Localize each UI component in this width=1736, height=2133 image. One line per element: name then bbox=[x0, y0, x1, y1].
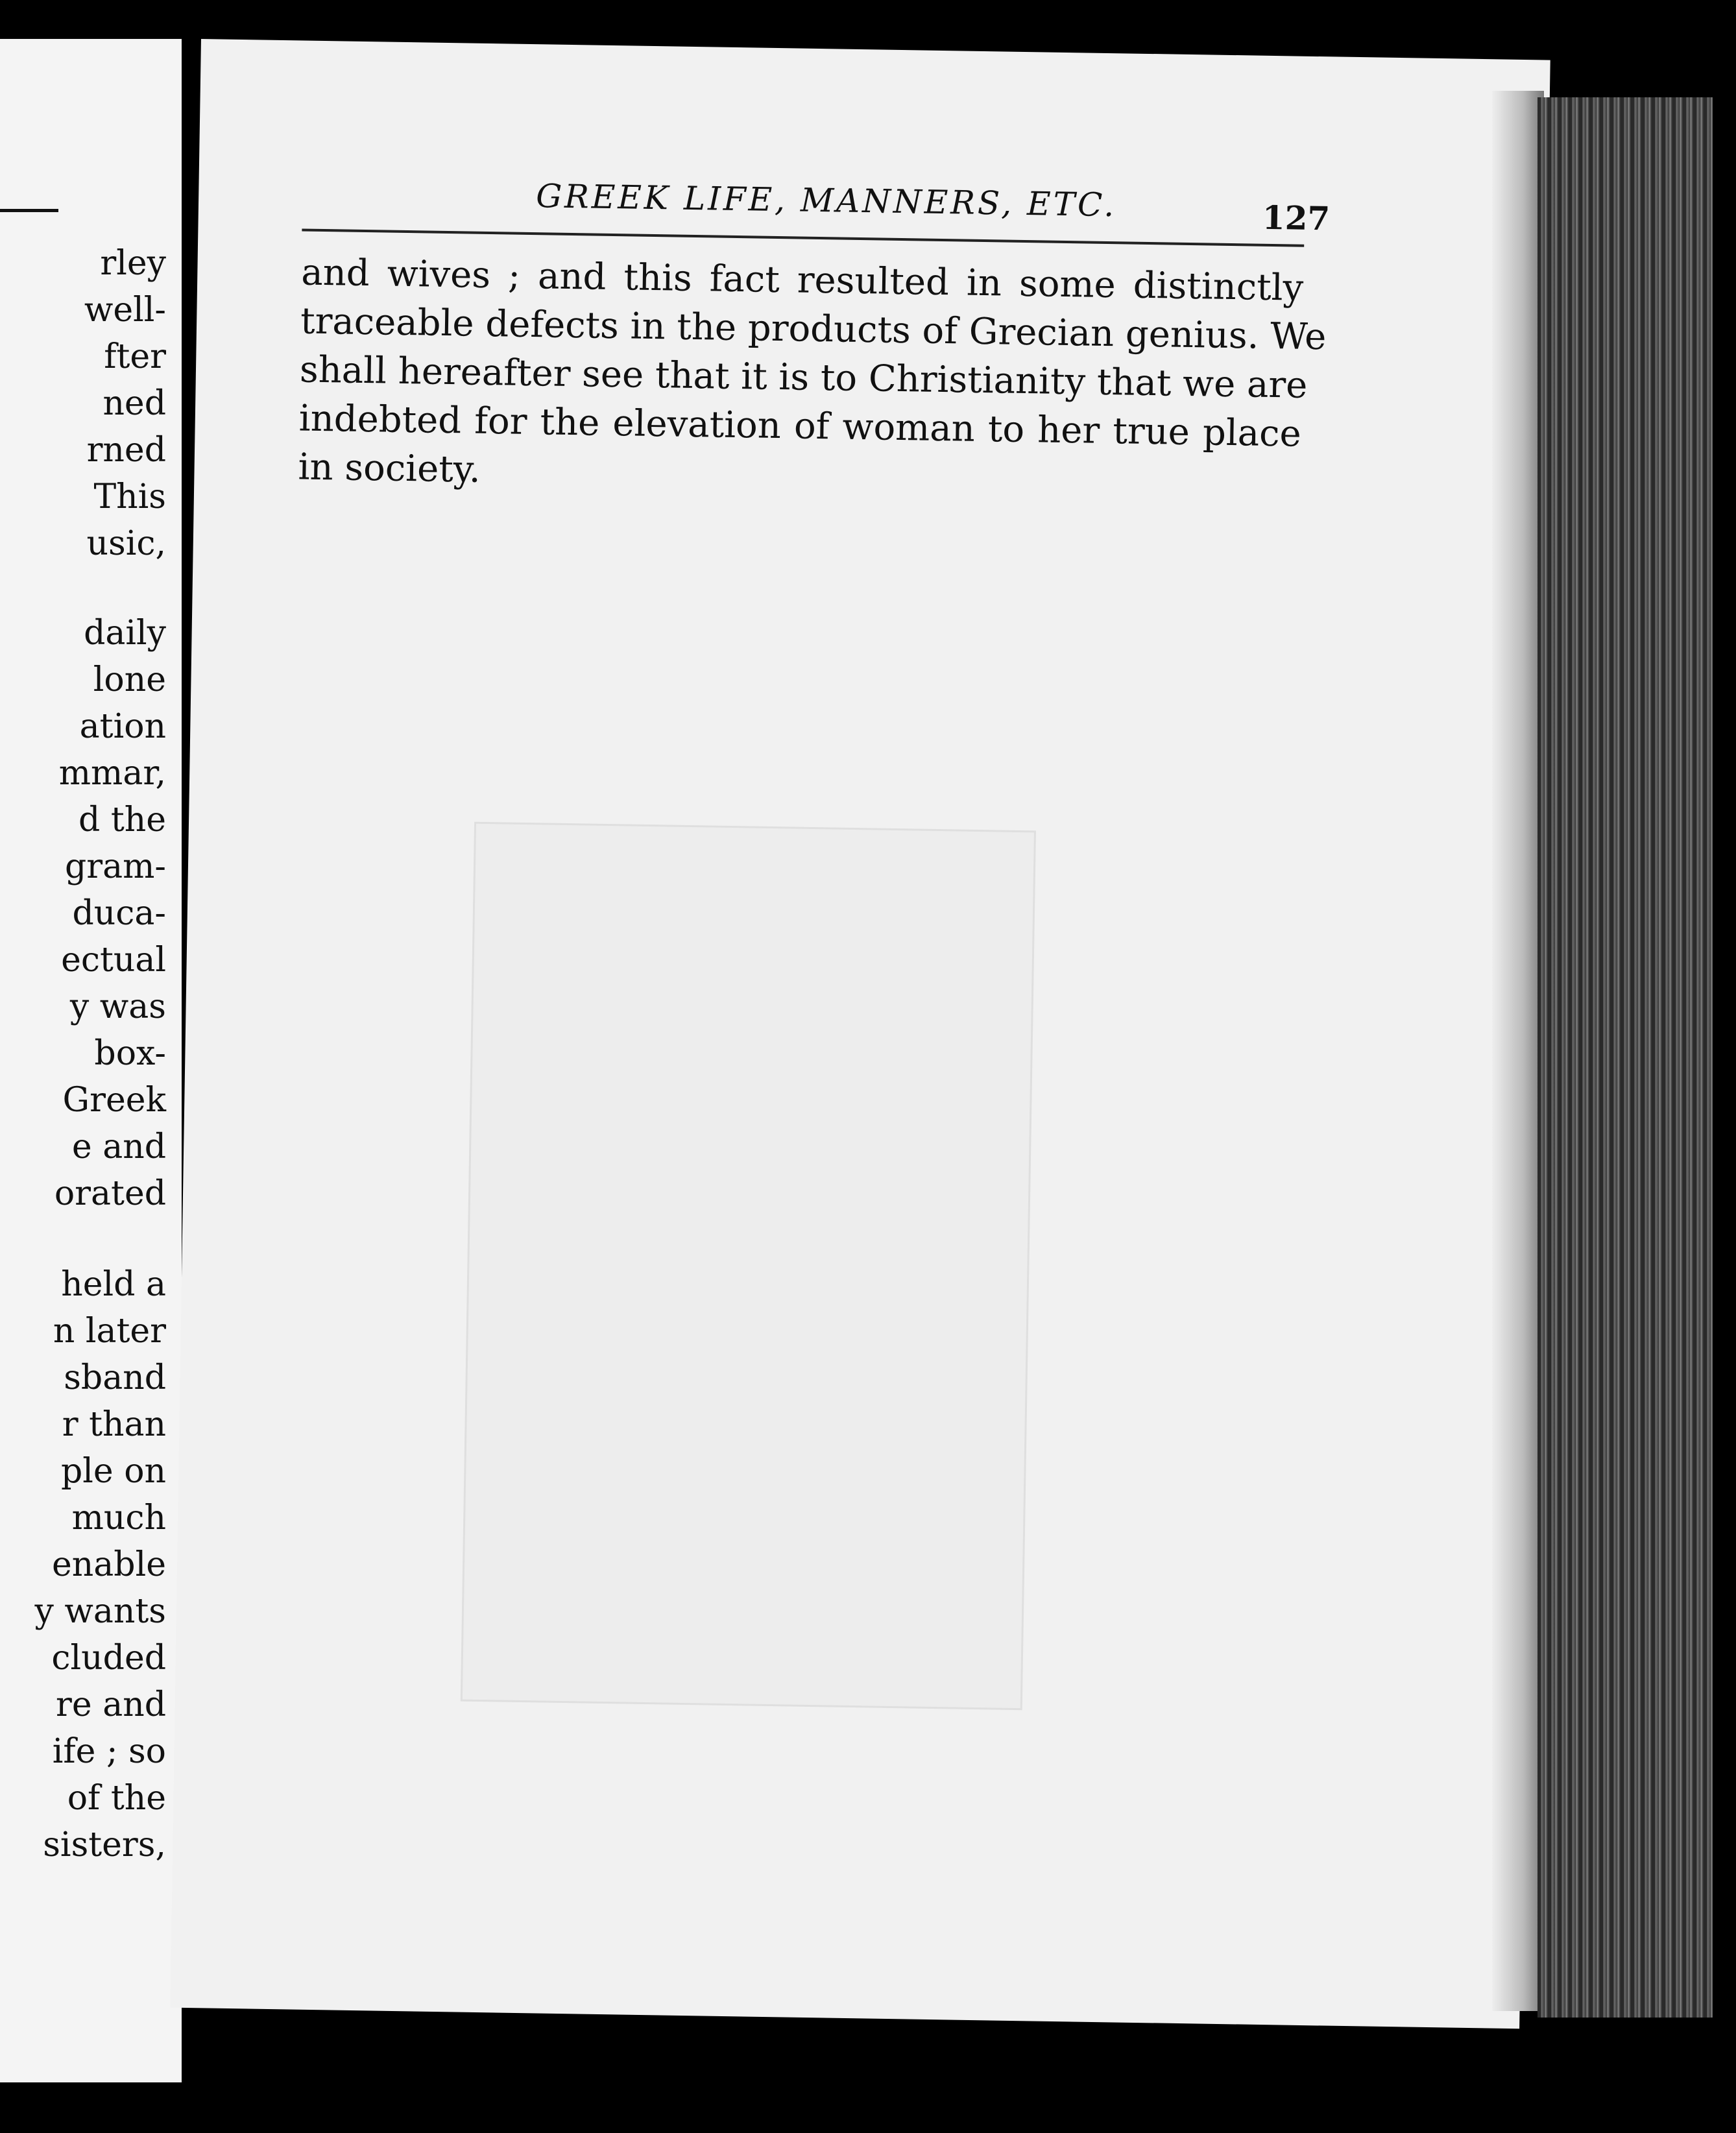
page-number: 127 bbox=[1262, 198, 1331, 238]
left-line: duca- bbox=[72, 894, 166, 933]
header-rule bbox=[302, 228, 1304, 247]
left-line: ation bbox=[79, 707, 166, 746]
left-line: well- bbox=[84, 291, 166, 330]
body-line: in society. bbox=[298, 446, 481, 491]
left-line: orated bbox=[54, 1174, 166, 1213]
left-line: held a bbox=[61, 1265, 166, 1304]
left-line: ectual bbox=[61, 941, 166, 980]
left-line: enable bbox=[52, 1545, 166, 1584]
left-line: lone bbox=[93, 660, 166, 699]
body-line: indebted for the elevation of woman to her true place bbox=[298, 397, 1302, 455]
left-line: r than bbox=[62, 1405, 166, 1444]
left-line: d the bbox=[78, 801, 166, 839]
left-line: of the bbox=[67, 1779, 166, 1818]
show-through-illustration bbox=[461, 822, 1036, 1710]
left-page bbox=[0, 39, 182, 2082]
body-line: traceable defects in the products of Grecian genius. We bbox=[300, 300, 1327, 359]
left-line: mmar, bbox=[58, 754, 166, 793]
left-line: y was bbox=[69, 987, 166, 1026]
left-line: ple on bbox=[60, 1452, 166, 1491]
page-edge-highlight bbox=[1492, 91, 1544, 2011]
left-line: n later bbox=[53, 1312, 166, 1351]
left-line: daily bbox=[84, 614, 166, 653]
right-page bbox=[170, 39, 1550, 2029]
left-line: Greek bbox=[62, 1081, 166, 1120]
left-line: cluded bbox=[51, 1639, 166, 1678]
left-line: This bbox=[93, 477, 166, 516]
book-fore-edge bbox=[1537, 97, 1713, 2018]
left-line: much bbox=[71, 1499, 166, 1537]
left-line: rley bbox=[100, 244, 166, 283]
left-page-rule bbox=[0, 209, 58, 212]
left-line: sisters, bbox=[43, 1826, 166, 1864]
left-line: gram- bbox=[64, 847, 166, 886]
left-line: box- bbox=[94, 1034, 166, 1073]
left-line: rned bbox=[86, 431, 166, 470]
left-line: re and bbox=[56, 1685, 166, 1724]
left-line: sband bbox=[64, 1358, 166, 1397]
left-line: ned bbox=[102, 384, 166, 423]
left-line: usic, bbox=[86, 524, 166, 563]
left-line: ife ; so bbox=[52, 1732, 166, 1771]
body-line: shall hereafter see that it is to Christianity that we are bbox=[299, 348, 1308, 407]
left-line: e and bbox=[71, 1127, 166, 1166]
left-line: fter bbox=[104, 337, 166, 376]
left-line: y wants bbox=[34, 1592, 166, 1631]
running-head: GREEK LIFE, MANNERS, ETC. bbox=[535, 177, 1117, 224]
body-line: and wives ; and this fact resulted in some distinctly bbox=[300, 251, 1304, 309]
